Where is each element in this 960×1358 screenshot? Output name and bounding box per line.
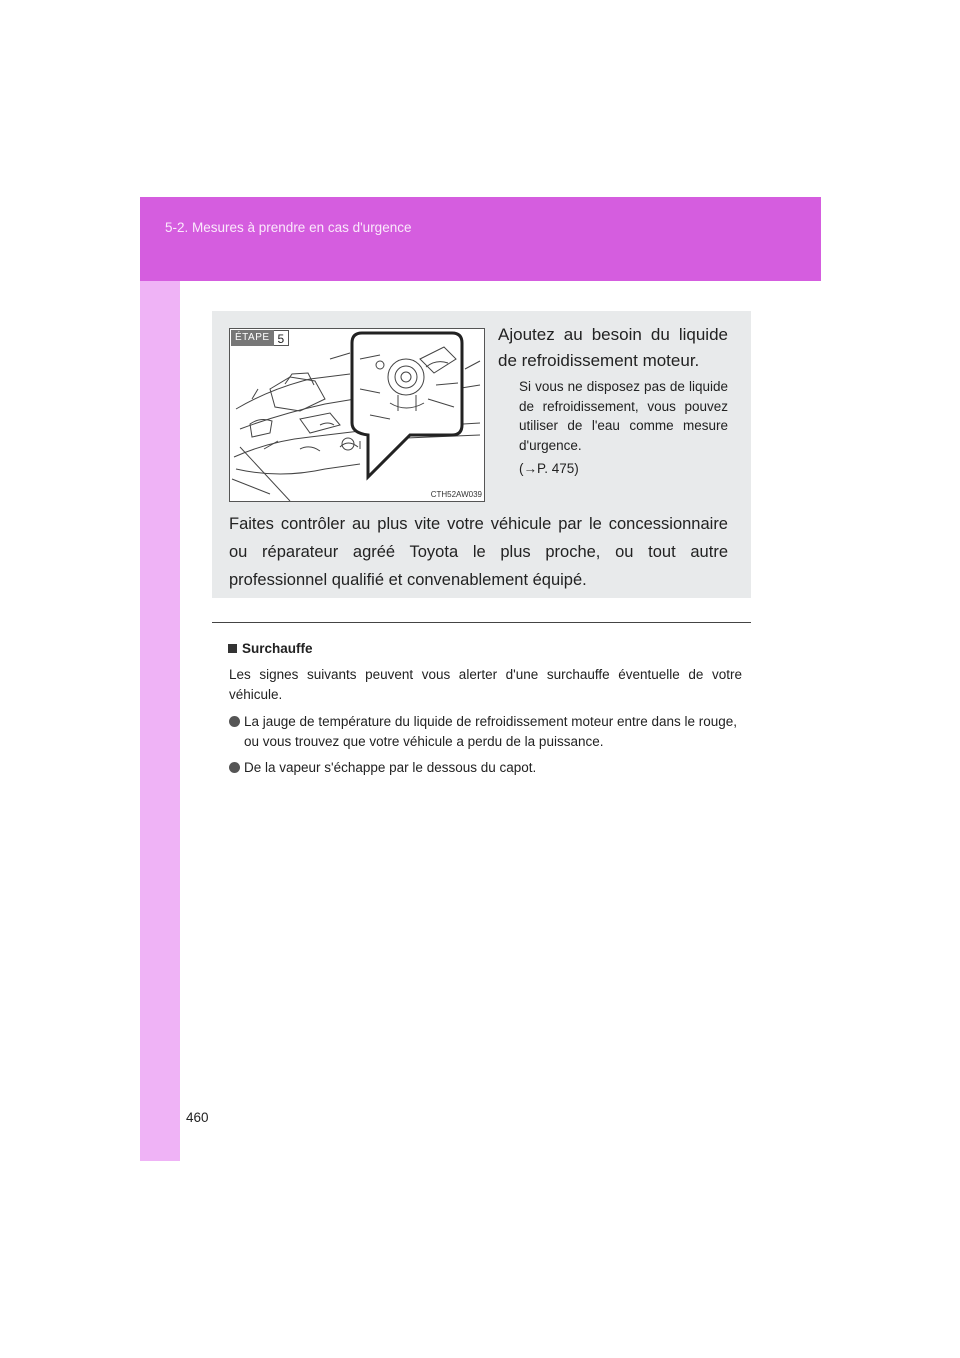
step-badge — [231, 330, 289, 346]
bullet-dot-icon — [229, 762, 240, 773]
step-badge-number: 5 — [274, 330, 290, 346]
step-badge-label: ÉTAPE — [231, 330, 274, 346]
list-item-text: De la vapeur s'échappe par le dessous du capot. — [244, 760, 537, 775]
square-bullet-icon — [228, 644, 237, 653]
illustration-code: CTH52AW039 — [430, 490, 482, 499]
side-strip — [140, 281, 180, 1161]
engine-drawing — [230, 329, 484, 501]
list-item — [229, 758, 742, 778]
step-title: Ajoutez au besoin du liquide de refroidissement moteur. — [498, 325, 728, 370]
section-divider — [212, 622, 751, 623]
section-title — [228, 641, 313, 656]
step-paragraph: Faites contrôler au plus vite votre véhicule par le concessionnaire ou réparateur agréé Toyota le plus proche, ou tout autre professionnel qualifié et convenablement équipé. — [229, 515, 728, 589]
page-reference: (→P. 475) — [519, 461, 579, 476]
header-band — [140, 197, 821, 281]
step-note: Si vous ne disposez pas de liquide de refroidissement, vous pouvez utiliser de l'eau comme mesure d'urgence. — [519, 379, 728, 453]
list-item — [229, 712, 742, 751]
engine-coolant-illustration — [229, 328, 485, 502]
list-item-text: La jauge de température du liquide de refroidissement moteur entre dans le rouge, ou vous trouvez que votre véhicule a perdu de la puissance. — [244, 714, 738, 749]
section-header: 5-2. Mesures à prendre en cas d'urgence — [165, 220, 412, 235]
page-number: 460 — [186, 1110, 209, 1125]
bullet-dot-icon — [229, 716, 240, 727]
section-title-text: Surchauffe — [242, 641, 313, 656]
section-intro: Les signes suivants peuvent vous alerter d'une surchauffe éventuelle de votre véhicule. — [229, 667, 742, 702]
